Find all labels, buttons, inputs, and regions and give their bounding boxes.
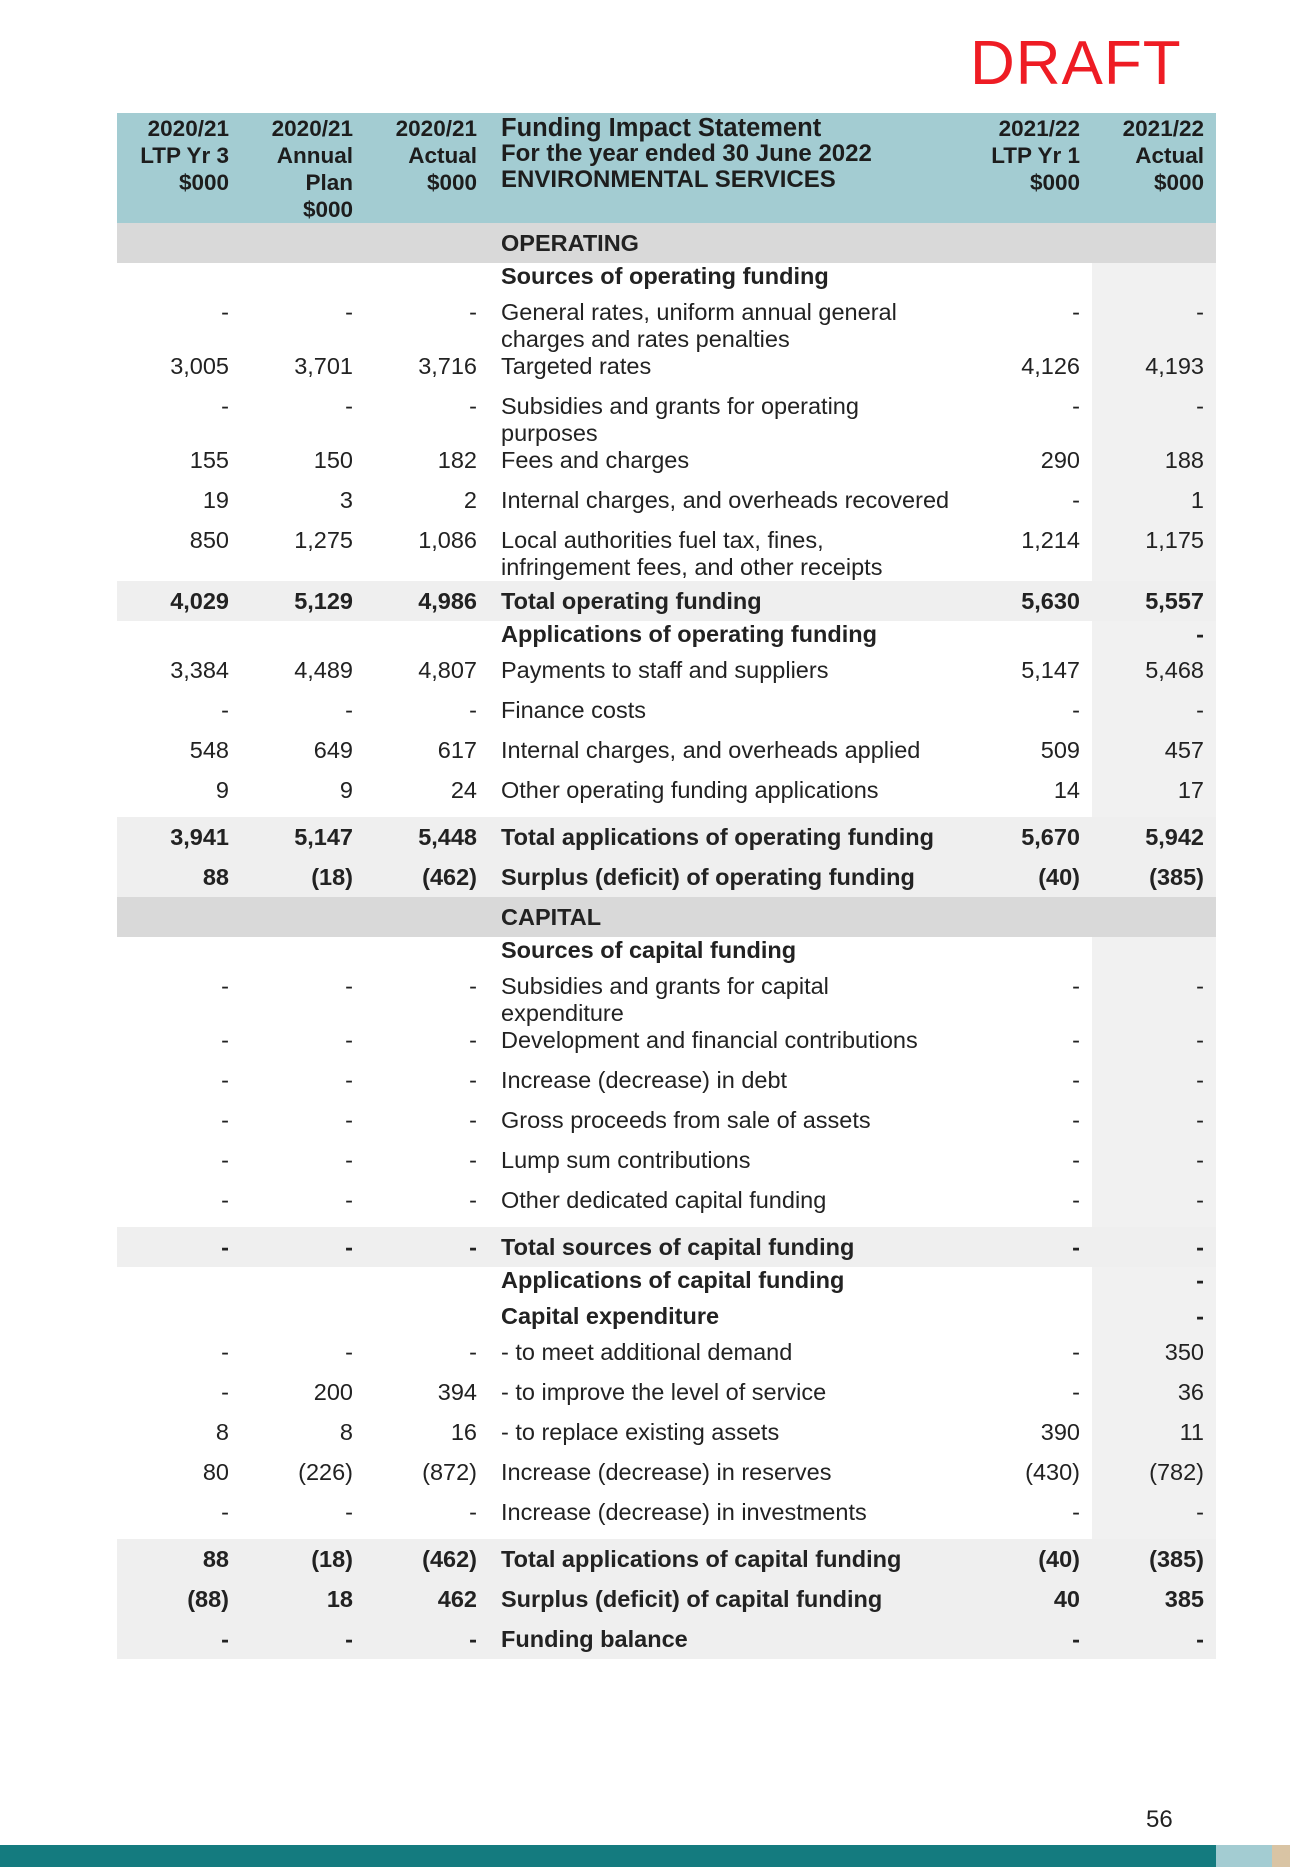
value-cell: - <box>967 487 1092 527</box>
value-cell: - <box>241 299 365 353</box>
total-row <box>117 1579 1216 1619</box>
table-row <box>117 527 1216 581</box>
value-cell <box>241 1267 365 1303</box>
value-cell: 5,129 <box>241 581 365 621</box>
value-cell <box>365 1267 489 1303</box>
value-cell <box>117 937 241 973</box>
table-row <box>117 1067 1216 1107</box>
value-cell: 1 <box>1092 487 1216 527</box>
value-cell: - <box>1092 1619 1216 1659</box>
value-cell <box>365 263 489 299</box>
value-cell: - <box>1092 1067 1216 1107</box>
value-cell: - <box>241 1187 365 1227</box>
value-cell: 3,716 <box>365 353 489 393</box>
header-2020-21-actual: 2020/21 Actual $000 <box>365 113 489 223</box>
value-cell: - <box>117 1339 241 1379</box>
header-2020-21-ltp: 2020/21 LTP Yr 3 $000 <box>117 113 241 223</box>
value-cell <box>365 897 489 937</box>
value-cell: - <box>1092 1227 1216 1267</box>
value-cell: 1,275 <box>241 527 365 581</box>
value-cell: 2 <box>365 487 489 527</box>
value-cell <box>117 223 241 263</box>
funding-impact-statement-table <box>117 113 1216 1659</box>
value-cell: 649 <box>241 737 365 777</box>
value-cell: (430) <box>967 1459 1092 1499</box>
value-cell: (782) <box>1092 1459 1216 1499</box>
value-cell <box>967 1267 1092 1303</box>
page-number: 56 <box>1146 1806 1173 1833</box>
value-cell: - <box>117 1499 241 1539</box>
table-row <box>117 1147 1216 1187</box>
value-cell <box>365 1303 489 1339</box>
value-cell: 1,175 <box>1092 527 1216 581</box>
value-cell: (462) <box>365 857 489 897</box>
value-cell <box>1092 897 1216 937</box>
value-cell <box>967 621 1092 657</box>
header-title-block <box>489 113 967 223</box>
value-cell: 8 <box>241 1419 365 1459</box>
value-cell: - <box>1092 1499 1216 1539</box>
value-cell: - <box>1092 1187 1216 1227</box>
value-cell: 40 <box>967 1579 1092 1619</box>
value-cell: - <box>1092 1303 1216 1339</box>
subheading-row <box>117 621 1216 657</box>
value-cell <box>365 223 489 263</box>
footer-accent <box>1216 1845 1272 1867</box>
value-cell <box>967 897 1092 937</box>
row-label: Surplus (deficit) of capital funding <box>489 1579 967 1619</box>
value-cell <box>1092 263 1216 299</box>
statement-period: For the year ended 30 June 2022 <box>501 140 872 167</box>
row-label: Total operating funding <box>489 581 967 621</box>
value-cell: - <box>241 1499 365 1539</box>
value-cell: 3,384 <box>117 657 241 697</box>
value-cell: 290 <box>967 447 1092 487</box>
row-label: - to replace existing assets <box>489 1419 967 1459</box>
value-cell: - <box>967 1147 1092 1187</box>
value-cell: 390 <box>967 1419 1092 1459</box>
value-cell: - <box>117 697 241 737</box>
table-row <box>117 697 1216 737</box>
total-row <box>117 817 1216 857</box>
table-row <box>117 353 1216 393</box>
row-label: - to improve the level of service <box>489 1379 967 1419</box>
row-label: Gross proceeds from sale of assets <box>489 1107 967 1147</box>
row-label: General rates, uniform annual general charges and rates penalties <box>489 299 967 353</box>
value-cell: 4,489 <box>241 657 365 697</box>
row-label: Surplus (deficit) of operating funding <box>489 857 967 897</box>
subheading-row <box>117 1267 1216 1303</box>
row-label: Increase (decrease) in investments <box>489 1499 967 1539</box>
value-cell: 155 <box>117 447 241 487</box>
subheading-row <box>117 263 1216 299</box>
table-header-row <box>117 113 1216 223</box>
value-cell: - <box>241 1027 365 1067</box>
row-label: Subsidies and grants for capital expenditure <box>489 973 967 1027</box>
value-cell: 617 <box>365 737 489 777</box>
value-cell: - <box>1092 1107 1216 1147</box>
row-label: Finance costs <box>489 697 967 737</box>
value-cell <box>241 263 365 299</box>
total-row <box>117 1619 1216 1659</box>
table-row <box>117 657 1216 697</box>
table-row <box>117 1459 1216 1499</box>
row-label: - to meet additional demand <box>489 1339 967 1379</box>
value-cell: - <box>365 393 489 447</box>
row-label: Total applications of operating funding <box>489 817 967 857</box>
value-cell <box>241 1303 365 1339</box>
table-row <box>117 299 1216 353</box>
value-cell: 462 <box>365 1579 489 1619</box>
value-cell: 88 <box>117 1539 241 1579</box>
value-cell: - <box>117 1067 241 1107</box>
subheading-label: Sources of capital funding <box>489 937 967 973</box>
value-cell <box>117 263 241 299</box>
value-cell: - <box>241 393 365 447</box>
value-cell: - <box>117 1107 241 1147</box>
value-cell: 5,630 <box>967 581 1092 621</box>
subheading-row <box>117 1303 1216 1339</box>
value-cell: - <box>117 1027 241 1067</box>
value-cell: - <box>1092 1147 1216 1187</box>
row-label: Subsidies and grants for operating purposes <box>489 393 967 447</box>
value-cell: 9 <box>117 777 241 817</box>
value-cell <box>241 223 365 263</box>
table-row <box>117 1339 1216 1379</box>
value-cell: 548 <box>117 737 241 777</box>
table-row <box>117 1027 1216 1067</box>
table-row <box>117 487 1216 527</box>
value-cell <box>117 1267 241 1303</box>
section-label: CAPITAL <box>489 897 967 937</box>
value-cell: - <box>365 1499 489 1539</box>
value-cell: 5,147 <box>967 657 1092 697</box>
value-cell: (872) <box>365 1459 489 1499</box>
value-cell: - <box>117 393 241 447</box>
section-header-row <box>117 223 1216 263</box>
value-cell: 5,942 <box>1092 817 1216 857</box>
value-cell: (18) <box>241 857 365 897</box>
value-cell: 17 <box>1092 777 1216 817</box>
value-cell <box>1092 223 1216 263</box>
row-label: Lump sum contributions <box>489 1147 967 1187</box>
value-cell: - <box>967 1379 1092 1419</box>
value-cell <box>117 1303 241 1339</box>
value-cell: 16 <box>365 1419 489 1459</box>
value-cell: - <box>365 1619 489 1659</box>
value-cell: - <box>365 697 489 737</box>
row-label: Increase (decrease) in reserves <box>489 1459 967 1499</box>
section-header-row <box>117 897 1216 937</box>
statement-group: ENVIRONMENTAL SERVICES <box>501 166 836 193</box>
value-cell: (40) <box>967 1539 1092 1579</box>
value-cell: (40) <box>967 857 1092 897</box>
value-cell <box>1092 937 1216 973</box>
value-cell: - <box>1092 393 1216 447</box>
value-cell: 11 <box>1092 1419 1216 1459</box>
row-label: Other dedicated capital funding <box>489 1187 967 1227</box>
value-cell <box>241 621 365 657</box>
row-label: Payments to staff and suppliers <box>489 657 967 697</box>
value-cell: (385) <box>1092 857 1216 897</box>
value-cell <box>967 937 1092 973</box>
value-cell: 5,670 <box>967 817 1092 857</box>
value-cell: - <box>967 1107 1092 1147</box>
value-cell: 188 <box>1092 447 1216 487</box>
table-row <box>117 1499 1216 1539</box>
value-cell: 509 <box>967 737 1092 777</box>
header-2021-22-ltp: 2021/22 LTP Yr 1 $000 <box>967 113 1092 223</box>
value-cell: - <box>117 299 241 353</box>
total-row <box>117 857 1216 897</box>
value-cell <box>117 897 241 937</box>
value-cell <box>967 1303 1092 1339</box>
row-label: Fees and charges <box>489 447 967 487</box>
value-cell: 1,086 <box>365 527 489 581</box>
value-cell: 3,701 <box>241 353 365 393</box>
value-cell: - <box>241 1107 365 1147</box>
value-cell: - <box>241 973 365 1027</box>
value-cell: - <box>967 1619 1092 1659</box>
value-cell: - <box>365 299 489 353</box>
value-cell: 36 <box>1092 1379 1216 1419</box>
value-cell: - <box>967 973 1092 1027</box>
value-cell: 4,193 <box>1092 353 1216 393</box>
value-cell: 14 <box>967 777 1092 817</box>
value-cell: - <box>241 1067 365 1107</box>
value-cell: 1,214 <box>967 527 1092 581</box>
table-row <box>117 1379 1216 1419</box>
value-cell: - <box>117 1187 241 1227</box>
value-cell: 80 <box>117 1459 241 1499</box>
subheading-label: Capital expenditure <box>489 1303 967 1339</box>
value-cell: 24 <box>365 777 489 817</box>
value-cell: - <box>365 1027 489 1067</box>
row-label: Other operating funding applications <box>489 777 967 817</box>
value-cell: 88 <box>117 857 241 897</box>
row-label: Funding balance <box>489 1619 967 1659</box>
value-cell: - <box>967 299 1092 353</box>
value-cell: 4,986 <box>365 581 489 621</box>
value-cell <box>241 897 365 937</box>
value-cell: 5,147 <box>241 817 365 857</box>
value-cell: - <box>241 1619 365 1659</box>
value-cell: - <box>365 973 489 1027</box>
value-cell: 19 <box>117 487 241 527</box>
value-cell: (385) <box>1092 1539 1216 1579</box>
table-row <box>117 447 1216 487</box>
value-cell: 5,468 <box>1092 657 1216 697</box>
value-cell: - <box>117 1379 241 1419</box>
header-2020-21-annual-plan: 2020/21 Annual Plan $000 <box>241 113 365 223</box>
row-label: Total applications of capital funding <box>489 1539 967 1579</box>
value-cell: - <box>241 1147 365 1187</box>
statement-title: Funding Impact Statement <box>501 114 822 142</box>
table-row <box>117 1419 1216 1459</box>
value-cell <box>365 621 489 657</box>
value-cell: (462) <box>365 1539 489 1579</box>
table-row <box>117 973 1216 1027</box>
value-cell: - <box>117 1619 241 1659</box>
value-cell: - <box>967 1187 1092 1227</box>
table-row <box>117 777 1216 817</box>
row-label: Local authorities fuel tax, fines, infringement fees, and other receipts <box>489 527 967 581</box>
value-cell: - <box>967 1339 1092 1379</box>
value-cell: - <box>1092 697 1216 737</box>
value-cell: 5,448 <box>365 817 489 857</box>
value-cell: 200 <box>241 1379 365 1419</box>
header-2021-22-actual: 2021/22 Actual $000 <box>1092 113 1216 223</box>
value-cell: 18 <box>241 1579 365 1619</box>
value-cell <box>967 223 1092 263</box>
value-cell: - <box>967 1027 1092 1067</box>
subheading-label: Applications of operating funding <box>489 621 967 657</box>
section-label: OPERATING <box>489 223 967 263</box>
value-cell: - <box>365 1187 489 1227</box>
value-cell: 850 <box>117 527 241 581</box>
value-cell: - <box>967 393 1092 447</box>
value-cell: 4,807 <box>365 657 489 697</box>
row-label: Internal charges, and overheads applied <box>489 737 967 777</box>
value-cell: - <box>241 1339 365 1379</box>
value-cell: - <box>365 1147 489 1187</box>
value-cell: (226) <box>241 1459 365 1499</box>
value-cell: 457 <box>1092 737 1216 777</box>
total-row <box>117 1227 1216 1267</box>
table-body <box>117 223 1216 1659</box>
value-cell: 394 <box>365 1379 489 1419</box>
table-row <box>117 1107 1216 1147</box>
row-label: Internal charges, and overheads recovered <box>489 487 967 527</box>
draft-watermark: DRAFT <box>970 29 1182 98</box>
value-cell: - <box>1092 1027 1216 1067</box>
value-cell: 3 <box>241 487 365 527</box>
total-row <box>117 1539 1216 1579</box>
value-cell: 150 <box>241 447 365 487</box>
table-row <box>117 1187 1216 1227</box>
value-cell: - <box>365 1339 489 1379</box>
value-cell <box>365 937 489 973</box>
value-cell: 385 <box>1092 1579 1216 1619</box>
row-label: Increase (decrease) in debt <box>489 1067 967 1107</box>
value-cell: (88) <box>117 1579 241 1619</box>
subheading-label: Applications of capital funding <box>489 1267 967 1303</box>
value-cell: - <box>241 697 365 737</box>
value-cell: 182 <box>365 447 489 487</box>
value-cell <box>967 263 1092 299</box>
value-cell: - <box>365 1107 489 1147</box>
value-cell: - <box>365 1227 489 1267</box>
footer-bar <box>0 1845 1216 1867</box>
subheading-row <box>117 937 1216 973</box>
total-row <box>117 581 1216 621</box>
value-cell: - <box>967 1067 1092 1107</box>
value-cell: - <box>241 1227 365 1267</box>
value-cell: 8 <box>117 1419 241 1459</box>
value-cell <box>117 621 241 657</box>
subheading-label: Sources of operating funding <box>489 263 967 299</box>
table-row <box>117 737 1216 777</box>
value-cell: - <box>1092 621 1216 657</box>
value-cell: 5,557 <box>1092 581 1216 621</box>
value-cell: 4,029 <box>117 581 241 621</box>
value-cell: - <box>117 1147 241 1187</box>
value-cell: - <box>117 1227 241 1267</box>
table-row <box>117 393 1216 447</box>
value-cell: - <box>967 1499 1092 1539</box>
row-label: Total sources of capital funding <box>489 1227 967 1267</box>
value-cell: - <box>1092 299 1216 353</box>
value-cell: 3,005 <box>117 353 241 393</box>
row-label: Targeted rates <box>489 353 967 393</box>
value-cell: - <box>365 1067 489 1107</box>
value-cell <box>241 937 365 973</box>
value-cell: - <box>1092 973 1216 1027</box>
value-cell: 4,126 <box>967 353 1092 393</box>
value-cell: - <box>967 697 1092 737</box>
value-cell: 9 <box>241 777 365 817</box>
value-cell: 350 <box>1092 1339 1216 1379</box>
value-cell: - <box>117 973 241 1027</box>
value-cell: - <box>1092 1267 1216 1303</box>
footer-accent-end <box>1272 1845 1290 1867</box>
value-cell: (18) <box>241 1539 365 1579</box>
row-label: Development and financial contributions <box>489 1027 967 1067</box>
value-cell: - <box>967 1227 1092 1267</box>
value-cell: 3,941 <box>117 817 241 857</box>
